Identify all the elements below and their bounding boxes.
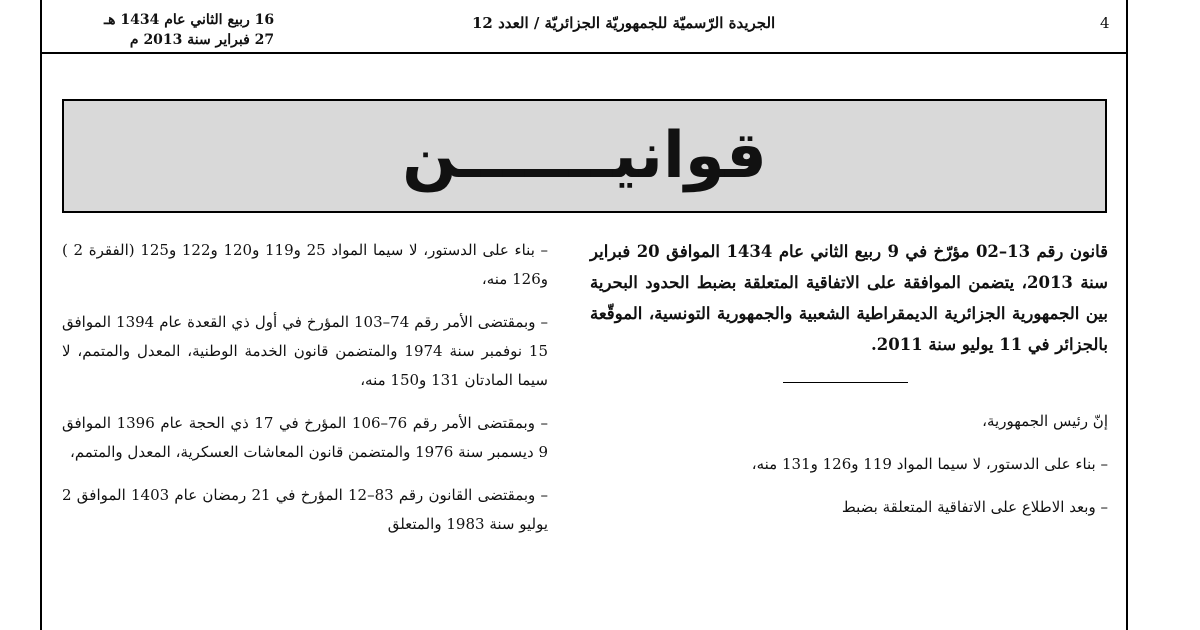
frame-right-border xyxy=(1126,0,1128,630)
header-date-hijri: 16 ربيع الثاني عام 1434 هـ xyxy=(104,12,275,28)
paragraph: – وبمقتضى الأمر رقم 76–106 المؤرخ في 17 ذي الحجة عام 1396 الموافق 9 ديسمبر سنة 1976 والمتضمن قانون المعاشات العسكرية، المعدل والمتمم، xyxy=(62,414,549,461)
paragraph: – بناء على الدستور، لا سيما المواد 25 و119 و120 و122 و125 (الفقرة 2 ) و126 منه، xyxy=(62,241,549,288)
left-column xyxy=(62,236,548,553)
frame-left-border xyxy=(40,0,42,630)
paragraph: – وبعد الاطلاع على الاتفاقية المتعلقة بضبط xyxy=(841,498,1108,516)
paragraph: – وبمقتضى الأمر رقم 74–103 المؤرخ في أول ذي القعدة عام 1394 الموافق 15 نوفمبر سنة 1974 والمتضمن قانون الخدمة الوطنية، المعدل والمتمم، لا سيما المادتان 131 و150 منه، xyxy=(62,313,549,389)
separator-line xyxy=(783,382,908,383)
section-banner-title: قوانيـــــــن xyxy=(402,119,767,193)
header-date xyxy=(104,10,274,50)
right-column xyxy=(590,236,1108,536)
section-banner xyxy=(62,99,1107,213)
law-heading: قانون رقم 13–02 مؤرّخ في 9 ربيع الثاني عام 1434 الموافق 20 فبراير سنة 2013، يتضمن الموافقة على الاتفاقية المتعلقة بضبط الحدود البحرية بين الجمهورية الجزائرية الديمقراطية الشعبية والجمهورية التونسية، الموقّعة بالجزائر في 11 يوليو سنة 2011. xyxy=(590,242,1108,354)
page-header xyxy=(42,0,1126,50)
paragraph: إنّ رئيس الجمهورية، xyxy=(982,412,1108,430)
header-rule xyxy=(40,52,1128,54)
page-number: 4 xyxy=(1100,14,1110,32)
header-date-gregorian: 27 فبراير سنة 2013 م xyxy=(129,32,275,48)
paragraph: – بناء على الدستور، لا سيما المواد 119 و126 و131 منه، xyxy=(751,455,1108,473)
gazette-title: الجريدة الرّسميّة للجمهوريّة الجزائريّة / العدد 12 xyxy=(472,14,776,32)
paragraph: – وبمقتضى القانون رقم 83–12 المؤرخ في 21 رمضان عام 1403 الموافق 2 يوليو سنة 1983 والمتعلق xyxy=(62,486,548,533)
